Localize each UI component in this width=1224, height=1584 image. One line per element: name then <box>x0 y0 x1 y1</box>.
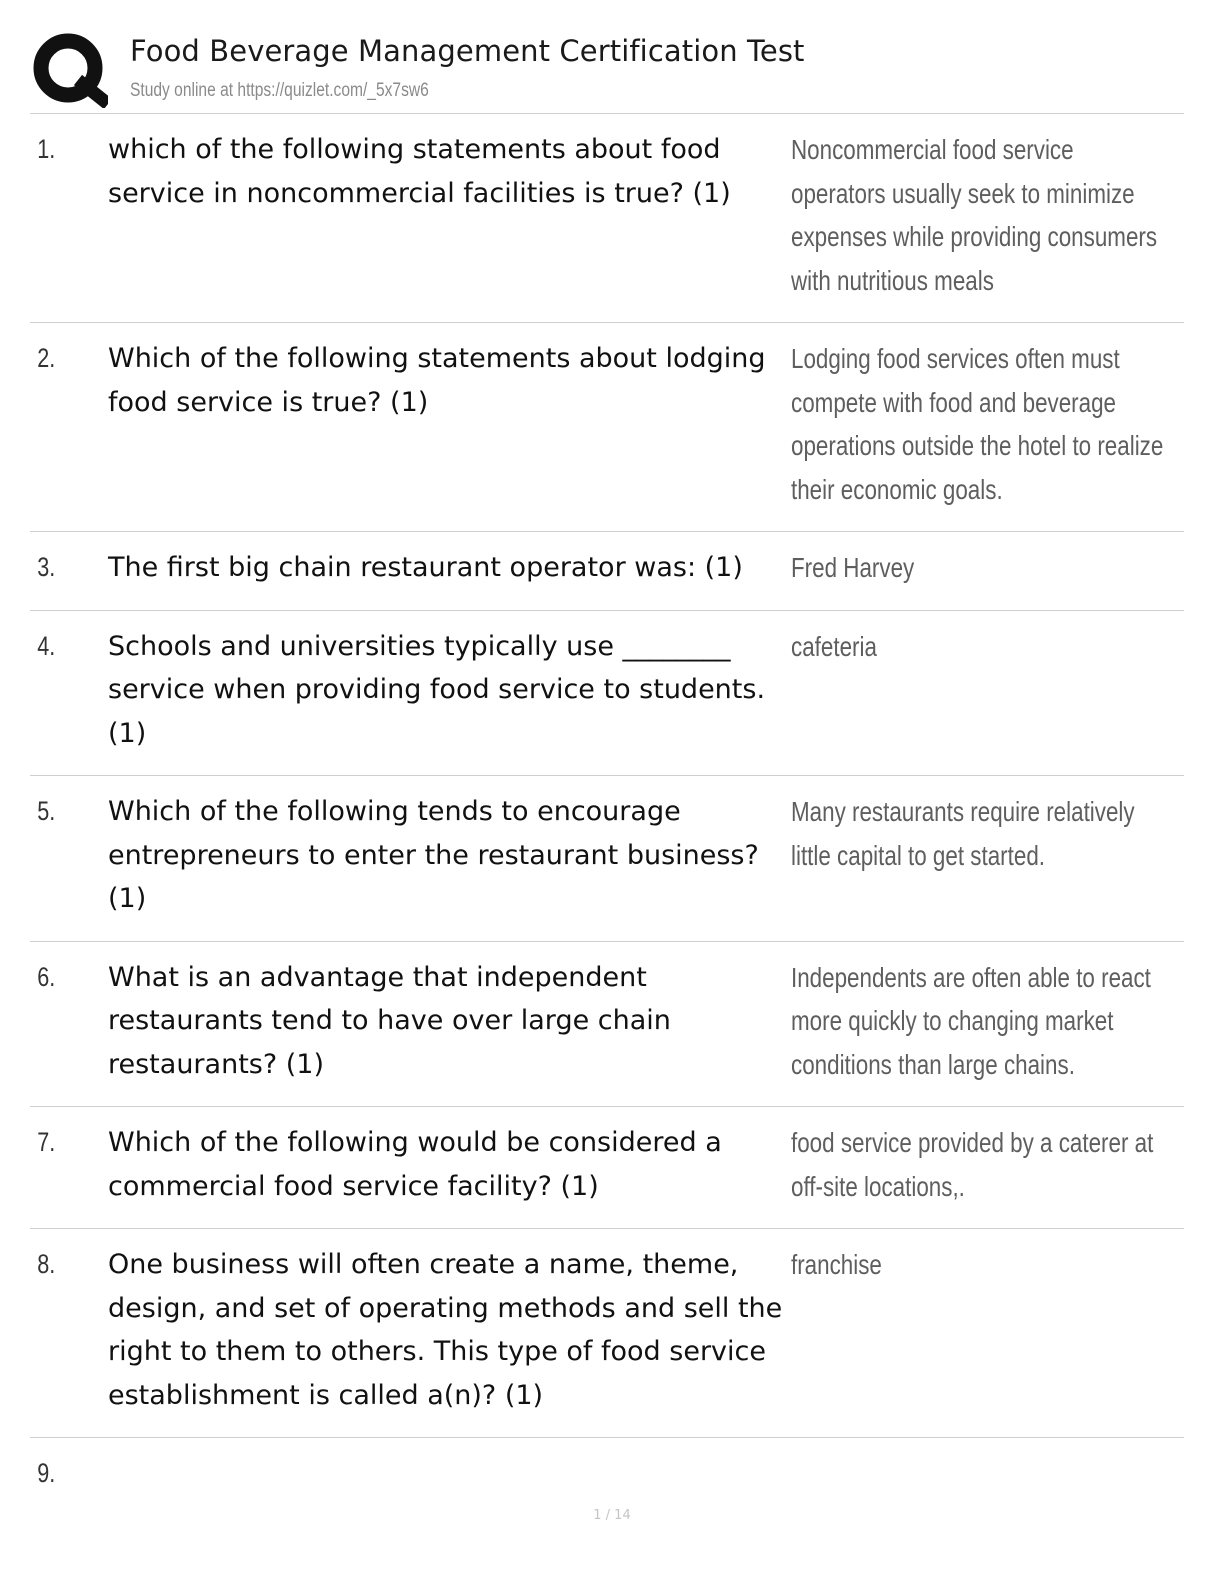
item-number: 7. <box>37 1127 56 1157</box>
item-number: 6. <box>37 961 56 992</box>
definition-text: Independents are often able to react more quickly to changing market conditions than large chains. <box>791 961 1151 1080</box>
item-number: 8. <box>37 1249 56 1279</box>
flashcard-list <box>30 114 1184 1515</box>
item-number: 1. <box>37 134 56 164</box>
item-number: 9. <box>37 1458 56 1488</box>
term-text: One business will often create a name, theme, design, and set of operating methods and sell the right to them to others. This type of food service establishment is called a(n)? (1) <box>108 1249 783 1411</box>
term-text: The first big chain restaurant operator was: (1) <box>108 552 743 583</box>
study-online-link[interactable]: Study online at https://quizlet.com/_5x7sw6 <box>130 80 429 101</box>
definition-text: Noncommercial food service operators usually seek to minimize expenses while providing consumers with nutritious meals <box>791 134 1158 296</box>
quizlet-q-logo-icon <box>32 32 108 108</box>
term-text: Schools and universities typically use ________ service when providing food service to students. (1) <box>108 630 766 749</box>
flashcard-row <box>30 1107 1184 1229</box>
item-number: 5. <box>37 796 56 826</box>
definition-text: franchise <box>791 1249 882 1280</box>
term-text: Which of the following statements about lodging food service is true? (1) <box>108 343 766 418</box>
flashcard-row <box>30 611 1184 777</box>
item-number: 2. <box>37 343 56 373</box>
item-number: 3. <box>37 552 56 582</box>
definition-text: cafeteria <box>791 630 877 662</box>
term-text <box>108 1452 791 1495</box>
flashcard-row <box>30 942 1184 1108</box>
definition-text: Lodging food services often must compete with food and beverage operations outside the hotel to realize their economic goals. <box>791 343 1164 505</box>
flashcard-row <box>30 114 1184 323</box>
definition-text: Many restaurants require relatively little capital to get started. <box>791 796 1135 871</box>
document-title: Food Beverage Management Certification Test <box>130 34 805 68</box>
definition-text: food service provided by a caterer at off-site locations,. <box>791 1127 1154 1202</box>
term-text: Which of the following tends to encourage entrepreneurs to enter the restaurant business? (1) <box>108 796 759 914</box>
flashcard-row <box>30 323 1184 532</box>
page-number: 1 / 14 <box>593 1508 631 1523</box>
page-header <box>30 28 1184 112</box>
term-text: Which of the following would be considered a commercial food service facility? (1) <box>108 1127 722 1202</box>
flashcard-row <box>30 776 1184 942</box>
definition-text: Fred Harvey <box>791 552 915 583</box>
term-text: What is an advantage that independent restaurants tend to have over large chain restaurants? (1) <box>108 961 671 1080</box>
flashcard-row <box>30 1438 1184 1515</box>
item-number: 4. <box>37 630 56 661</box>
flashcard-row <box>30 1229 1184 1438</box>
term-text: which of the following statements about food service in noncommercial facilities is true? (1) <box>108 134 731 209</box>
flashcard-row <box>30 532 1184 611</box>
